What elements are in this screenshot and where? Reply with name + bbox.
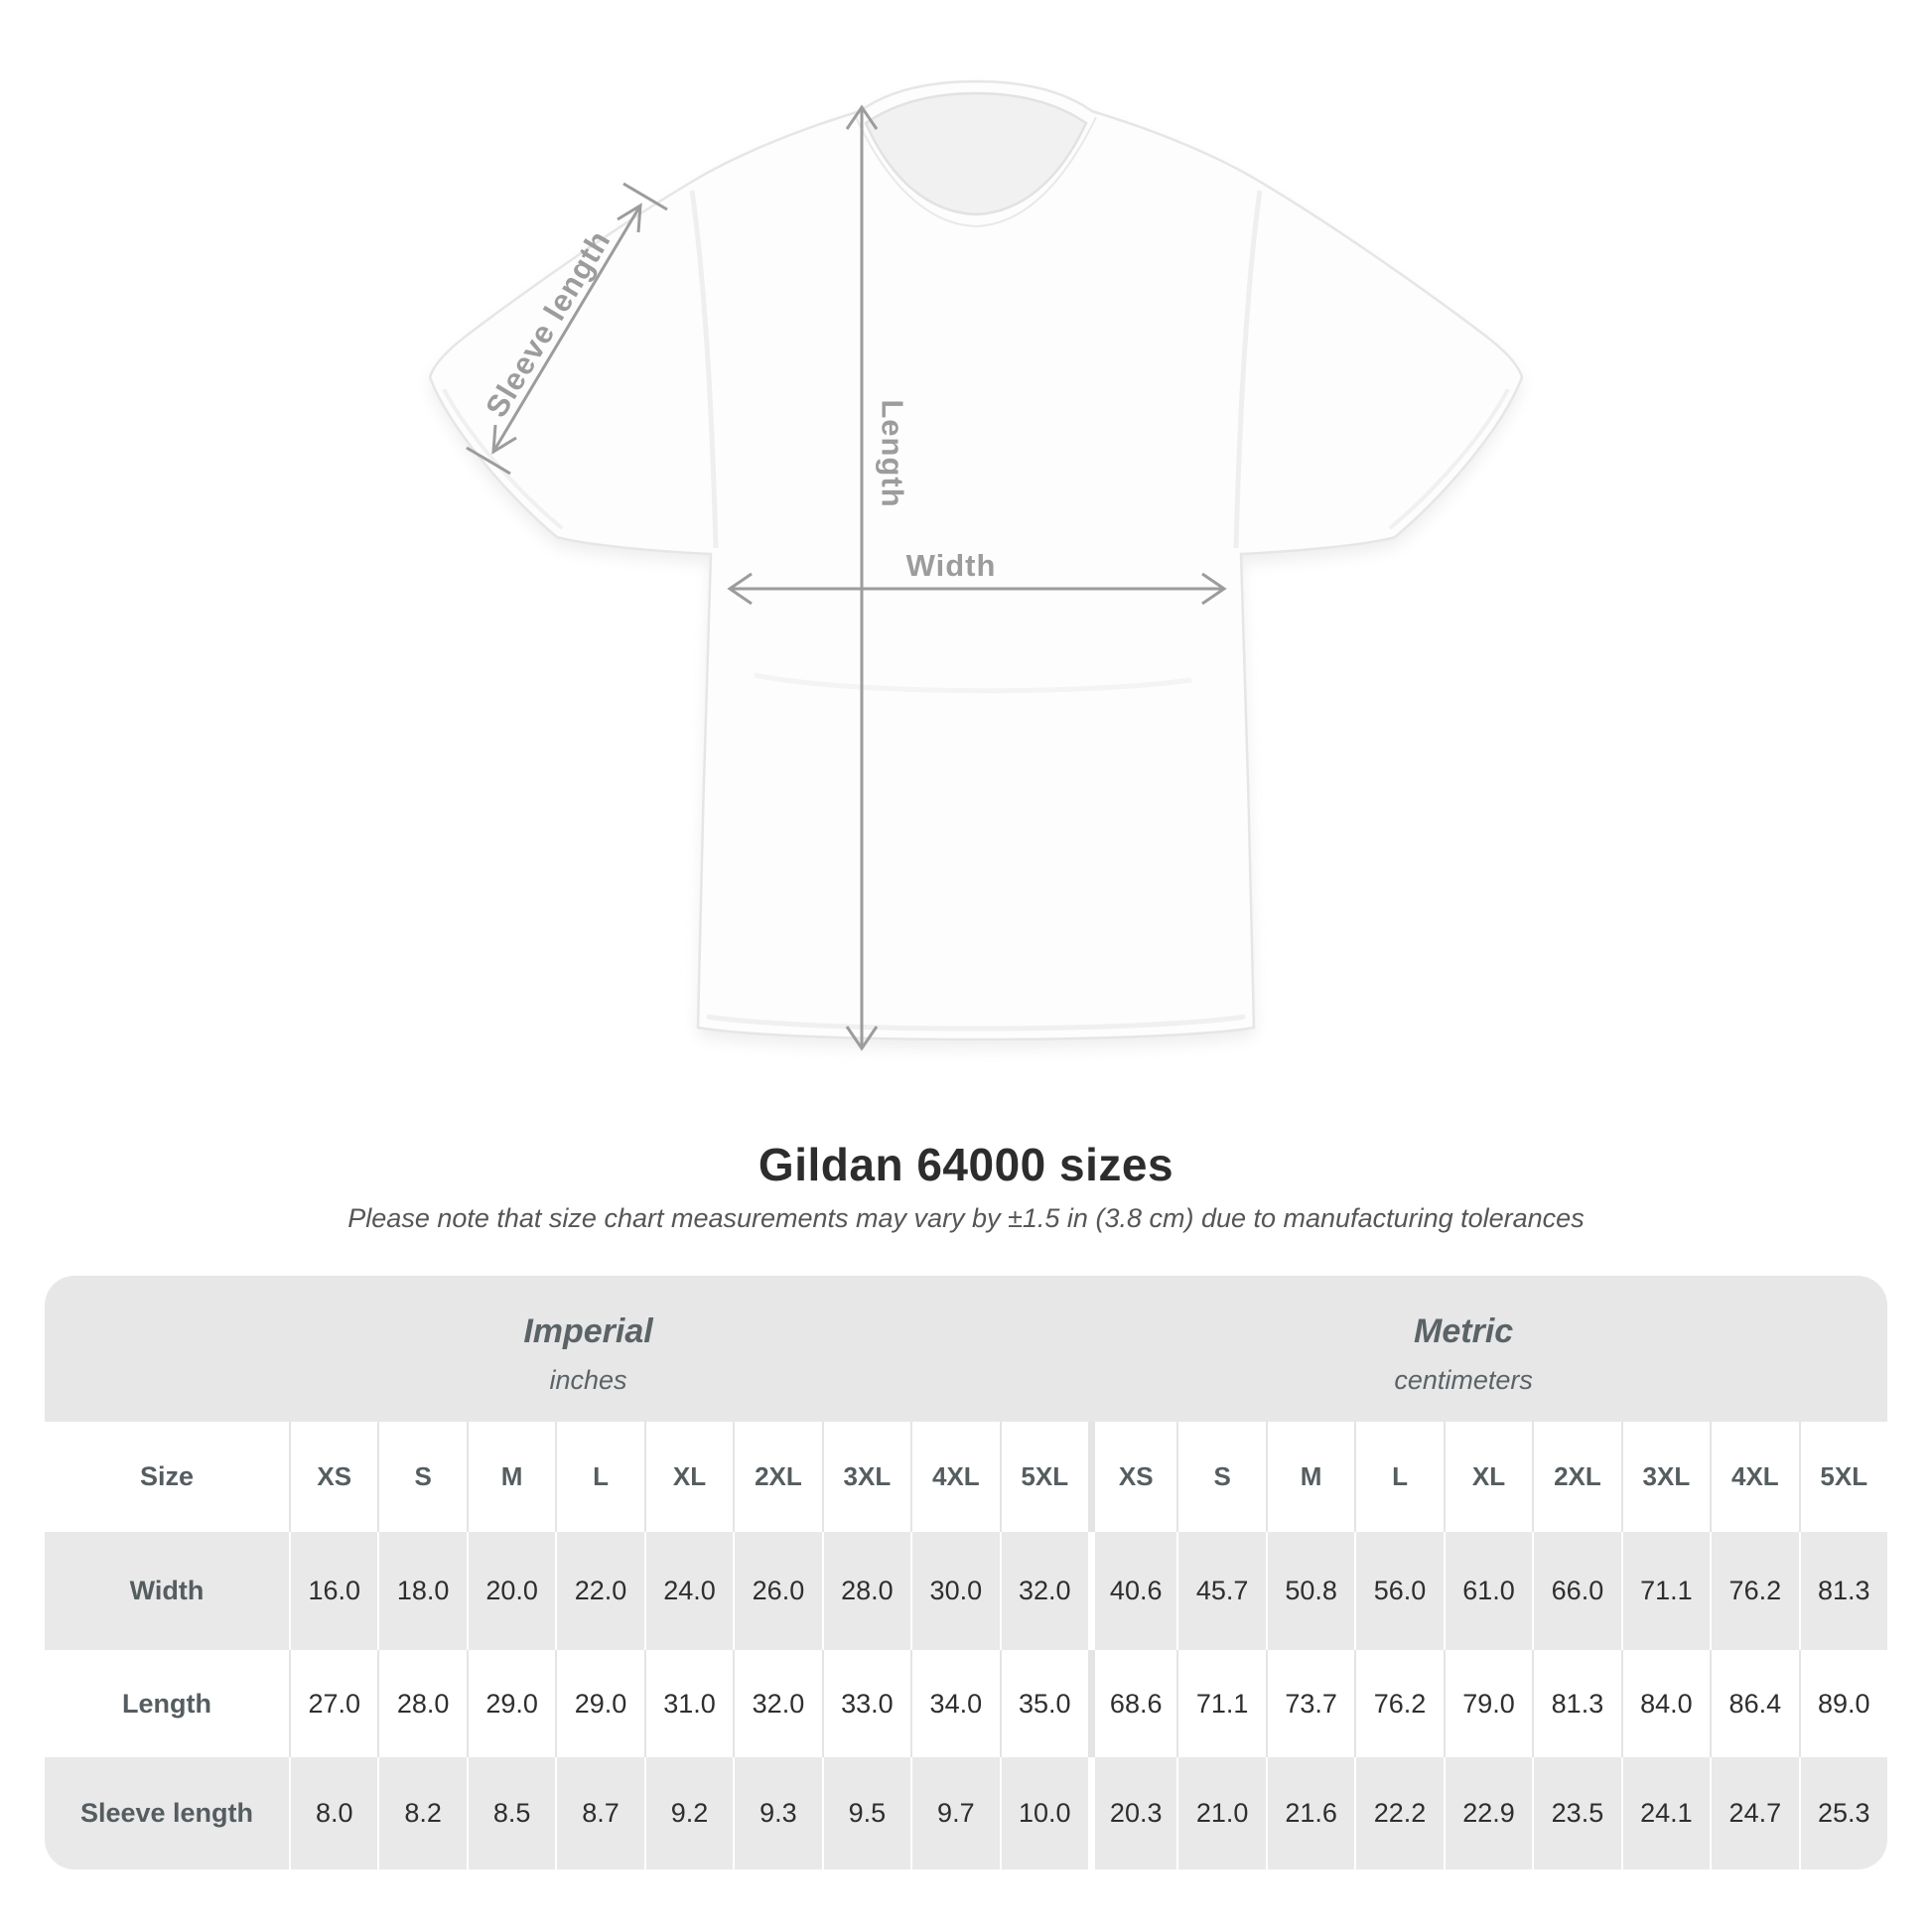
- size-header: 3XL: [822, 1422, 910, 1532]
- size-value: 8.7: [555, 1757, 643, 1869]
- size-value: 9.3: [733, 1757, 821, 1869]
- size-value: 79.0: [1444, 1650, 1532, 1757]
- size-value: 29.0: [555, 1650, 643, 1757]
- size-header: XL: [644, 1422, 733, 1532]
- size-value: 9.7: [910, 1757, 999, 1869]
- size-value: 61.0: [1444, 1532, 1532, 1650]
- size-header: 2XL: [1532, 1422, 1620, 1532]
- size-header: XL: [1444, 1422, 1532, 1532]
- size-value: 21.0: [1176, 1757, 1265, 1869]
- size-value: 24.0: [644, 1532, 733, 1650]
- imperial-group-header: [523, 1312, 652, 1396]
- size-header: L: [1354, 1422, 1443, 1532]
- size-value: 28.0: [822, 1532, 910, 1650]
- size-header: M: [467, 1422, 555, 1532]
- size-value: 18.0: [377, 1532, 466, 1650]
- size-value: 9.5: [822, 1757, 910, 1869]
- size-header: 4XL: [910, 1422, 999, 1532]
- size-value: 8.5: [467, 1757, 555, 1869]
- length-label: Length: [875, 399, 910, 508]
- metric-label: Metric: [1414, 1312, 1514, 1351]
- size-value: 30.0: [910, 1532, 999, 1650]
- size-header: L: [555, 1422, 643, 1532]
- size-value: 50.8: [1266, 1532, 1354, 1650]
- size-header: XS: [1088, 1422, 1176, 1532]
- imperial-unit-label: inches: [549, 1365, 627, 1396]
- size-header: S: [1176, 1422, 1265, 1532]
- size-value: 9.2: [644, 1757, 733, 1869]
- size-value: 71.1: [1176, 1650, 1265, 1757]
- size-value: 89.0: [1799, 1650, 1887, 1757]
- size-value: 23.5: [1532, 1757, 1620, 1869]
- size-value: 68.6: [1088, 1650, 1176, 1757]
- size-value: 35.0: [1000, 1650, 1088, 1757]
- size-value: 73.7: [1266, 1650, 1354, 1757]
- size-value: 84.0: [1621, 1650, 1710, 1757]
- size-header: 4XL: [1710, 1422, 1798, 1532]
- size-value: 27.0: [289, 1650, 377, 1757]
- sleeve-length-label: Sleeve length: [479, 223, 618, 424]
- size-value: 34.0: [910, 1650, 999, 1757]
- table-row-sleeve-length: [45, 1757, 1887, 1869]
- imperial-label: Imperial: [523, 1312, 653, 1351]
- page-title: Gildan 64000 sizes: [758, 1139, 1174, 1190]
- size-value: 40.6: [1088, 1532, 1176, 1650]
- size-value: 26.0: [733, 1532, 821, 1650]
- size-value: 8.0: [289, 1757, 377, 1869]
- size-table: [45, 1276, 1887, 1869]
- page-subtitle: Please note that size chart measurements may vary by ±1.5 in (3.8 cm) due to manufacturing tolerances: [347, 1203, 1585, 1233]
- size-value: 76.2: [1710, 1532, 1798, 1650]
- size-value: 22.2: [1354, 1757, 1443, 1869]
- size-header: 5XL: [1799, 1422, 1887, 1532]
- size-value: 10.0: [1000, 1757, 1088, 1869]
- size-value: 33.0: [822, 1650, 910, 1757]
- size-value: 32.0: [733, 1650, 821, 1757]
- table-row-width: [45, 1532, 1887, 1650]
- size-header: 2XL: [733, 1422, 821, 1532]
- size-value: 81.3: [1532, 1650, 1620, 1757]
- size-value: 86.4: [1710, 1650, 1798, 1757]
- size-value: 21.6: [1266, 1757, 1354, 1869]
- size-header: XS: [289, 1422, 377, 1532]
- size-value: 29.0: [467, 1650, 555, 1757]
- size-column-header: Size: [139, 1461, 195, 1491]
- size-value: 20.0: [467, 1532, 555, 1650]
- table-row-sizes: [45, 1422, 1887, 1532]
- size-value: 22.0: [555, 1532, 643, 1650]
- size-value: 76.2: [1354, 1650, 1443, 1757]
- size-value: 31.0: [644, 1650, 733, 1757]
- size-value: 24.1: [1621, 1757, 1710, 1869]
- metric-group-header: [1394, 1312, 1533, 1396]
- size-value: 32.0: [1000, 1532, 1088, 1650]
- row-label: Sleeve length: [79, 1798, 254, 1828]
- size-value: 56.0: [1354, 1532, 1443, 1650]
- size-value: 45.7: [1176, 1532, 1265, 1650]
- size-header: S: [377, 1422, 466, 1532]
- row-label: Width: [129, 1576, 205, 1605]
- size-value: 22.9: [1444, 1757, 1532, 1869]
- width-label: Width: [905, 548, 997, 583]
- table-row-length: [45, 1650, 1887, 1757]
- size-value: 71.1: [1621, 1532, 1710, 1650]
- size-header: M: [1266, 1422, 1354, 1532]
- size-header: 5XL: [1000, 1422, 1088, 1532]
- size-value: 81.3: [1799, 1532, 1887, 1650]
- size-value: 20.3: [1088, 1757, 1176, 1869]
- units-header-band: [45, 1276, 1887, 1422]
- row-label: Length: [122, 1688, 211, 1719]
- size-header: 3XL: [1621, 1422, 1710, 1532]
- size-value: 24.7: [1710, 1757, 1798, 1869]
- size-value: 25.3: [1799, 1757, 1887, 1869]
- metric-unit-label: centimeters: [1394, 1365, 1533, 1396]
- size-value: 16.0: [289, 1532, 377, 1650]
- size-value: 66.0: [1532, 1532, 1620, 1650]
- size-value: 28.0: [377, 1650, 466, 1757]
- size-value: 8.2: [377, 1757, 466, 1869]
